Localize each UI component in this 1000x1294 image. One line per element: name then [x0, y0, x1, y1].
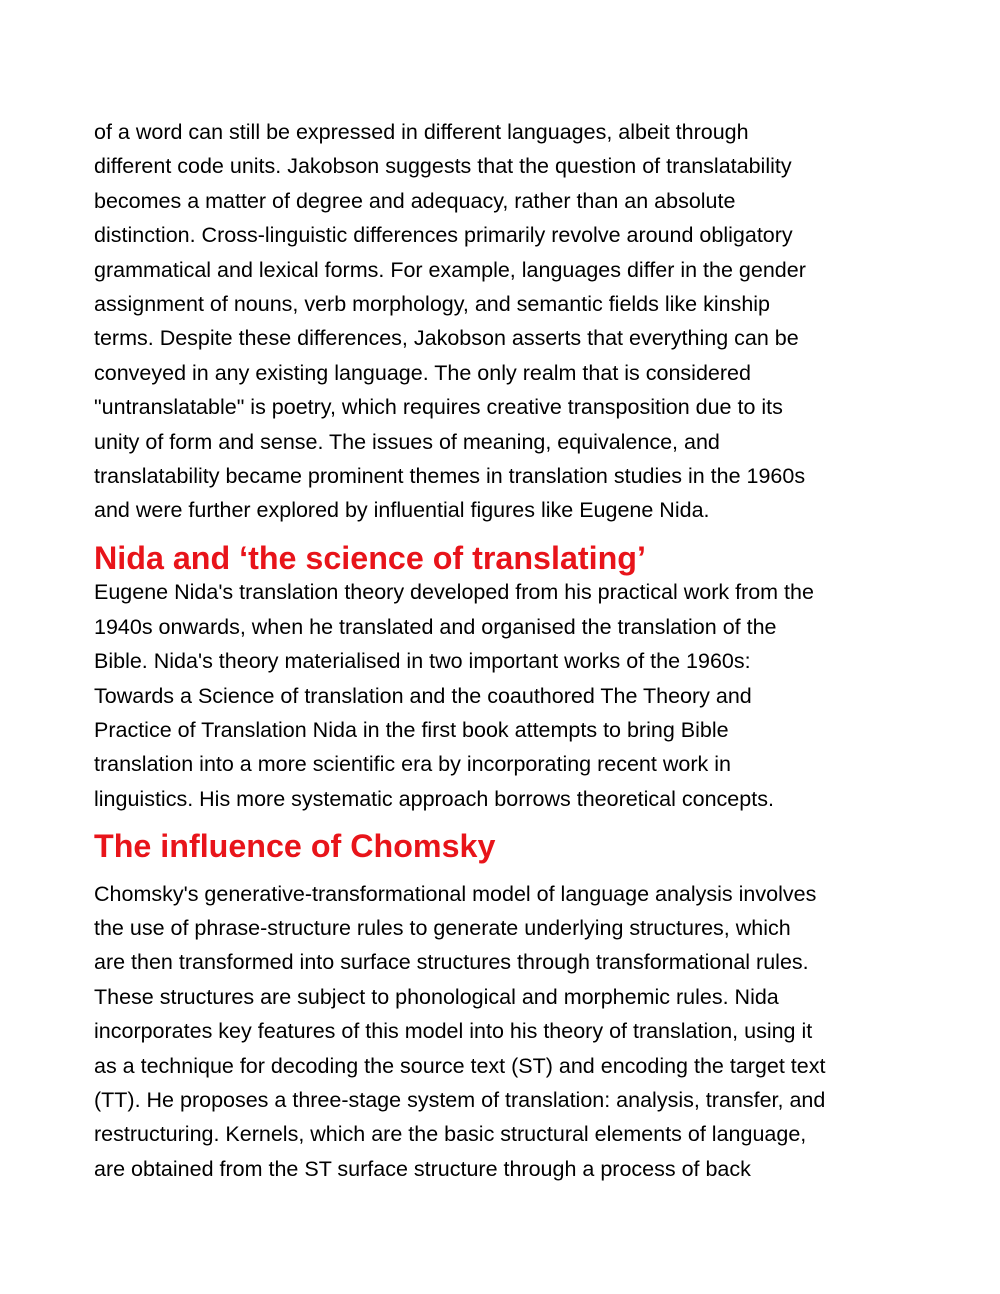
text-line: conveyed in any existing language. The only realm that is considered — [94, 360, 751, 385]
spacer — [94, 528, 924, 541]
text-line: "untranslatable" is poetry, which requires creative transposition due to its — [94, 395, 783, 420]
section-heading-nida: Nida and ‘the science of translating’ — [94, 539, 646, 576]
text-line: as a technique for decoding the source text (ST) and encoding the target text — [94, 1053, 826, 1078]
text-line: Chomsky's generative-transformational model of language analysis involves — [94, 881, 817, 906]
text-line: restructuring. Kernels, which are the basic structural elements of language, — [94, 1122, 807, 1147]
text-line: are obtained from the ST surface structure through a process of back — [94, 1156, 751, 1181]
text-line: unity of form and sense. The issues of meaning, equivalence, and — [94, 429, 720, 454]
text-line: Bible. Nida's theory materialised in two important works of the 1960s: — [94, 649, 751, 674]
text-line: the use of phrase-structure rules to generate underlying structures, which — [94, 915, 791, 940]
page-content — [94, 115, 924, 1186]
text-line: Eugene Nida's translation theory developed from his practical work from the — [94, 580, 814, 605]
text-line: different code units. Jakobson suggests that the question of translatability — [94, 154, 792, 179]
text-line: incorporates key features of this model into his theory of translation, using it — [94, 1019, 813, 1044]
text-line: These structures are subject to phonological and morphemic rules. Nida — [94, 984, 779, 1009]
text-line: Practice of Translation Nida in the first book attempts to bring Bible — [94, 717, 729, 742]
text-line: (TT). He proposes a three-stage system of translation: analysis, transfer, and — [94, 1087, 826, 1112]
text-line: assignment of nouns, verb morphology, and semantic fields like kinship — [94, 292, 771, 317]
spacer — [94, 864, 924, 877]
text-line: linguistics. His more systematic approach borrows theoretical concepts. — [94, 786, 774, 811]
text-line: terms. Despite these differences, Jakobson asserts that everything can be — [94, 326, 799, 351]
text-line: Towards a Science of translation and the coauthored The Theory and — [94, 683, 752, 708]
text-line: becomes a matter of degree and adequacy, rather than an absolute — [94, 188, 736, 213]
paragraph-jakobson-translatability — [94, 115, 924, 528]
text-line: of a word can still be expressed in different languages, albeit through — [94, 120, 749, 144]
text-line: distinction. Cross-linguistic differences primarily revolve around obligatory — [94, 223, 793, 248]
paragraph-chomsky-model — [94, 877, 924, 1187]
text-line: are then transformed into surface structures through transformational rules. — [94, 950, 809, 975]
text-line: 1940s onwards, when he translated and organised the translation of the — [94, 614, 777, 639]
paragraph-nida-theory — [94, 575, 924, 816]
text-line: and were further explored by influential figures like Eugene Nida. — [94, 498, 710, 523]
text-line: grammatical and lexical forms. For example, languages differ in the gender — [94, 257, 806, 282]
text-line: translation into a more scientific era by incorporating recent work in — [94, 752, 731, 777]
text-line: translatability became prominent themes in translation studies in the 1960s — [94, 464, 806, 489]
section-heading-chomsky: The influence of Chomsky — [94, 828, 496, 865]
